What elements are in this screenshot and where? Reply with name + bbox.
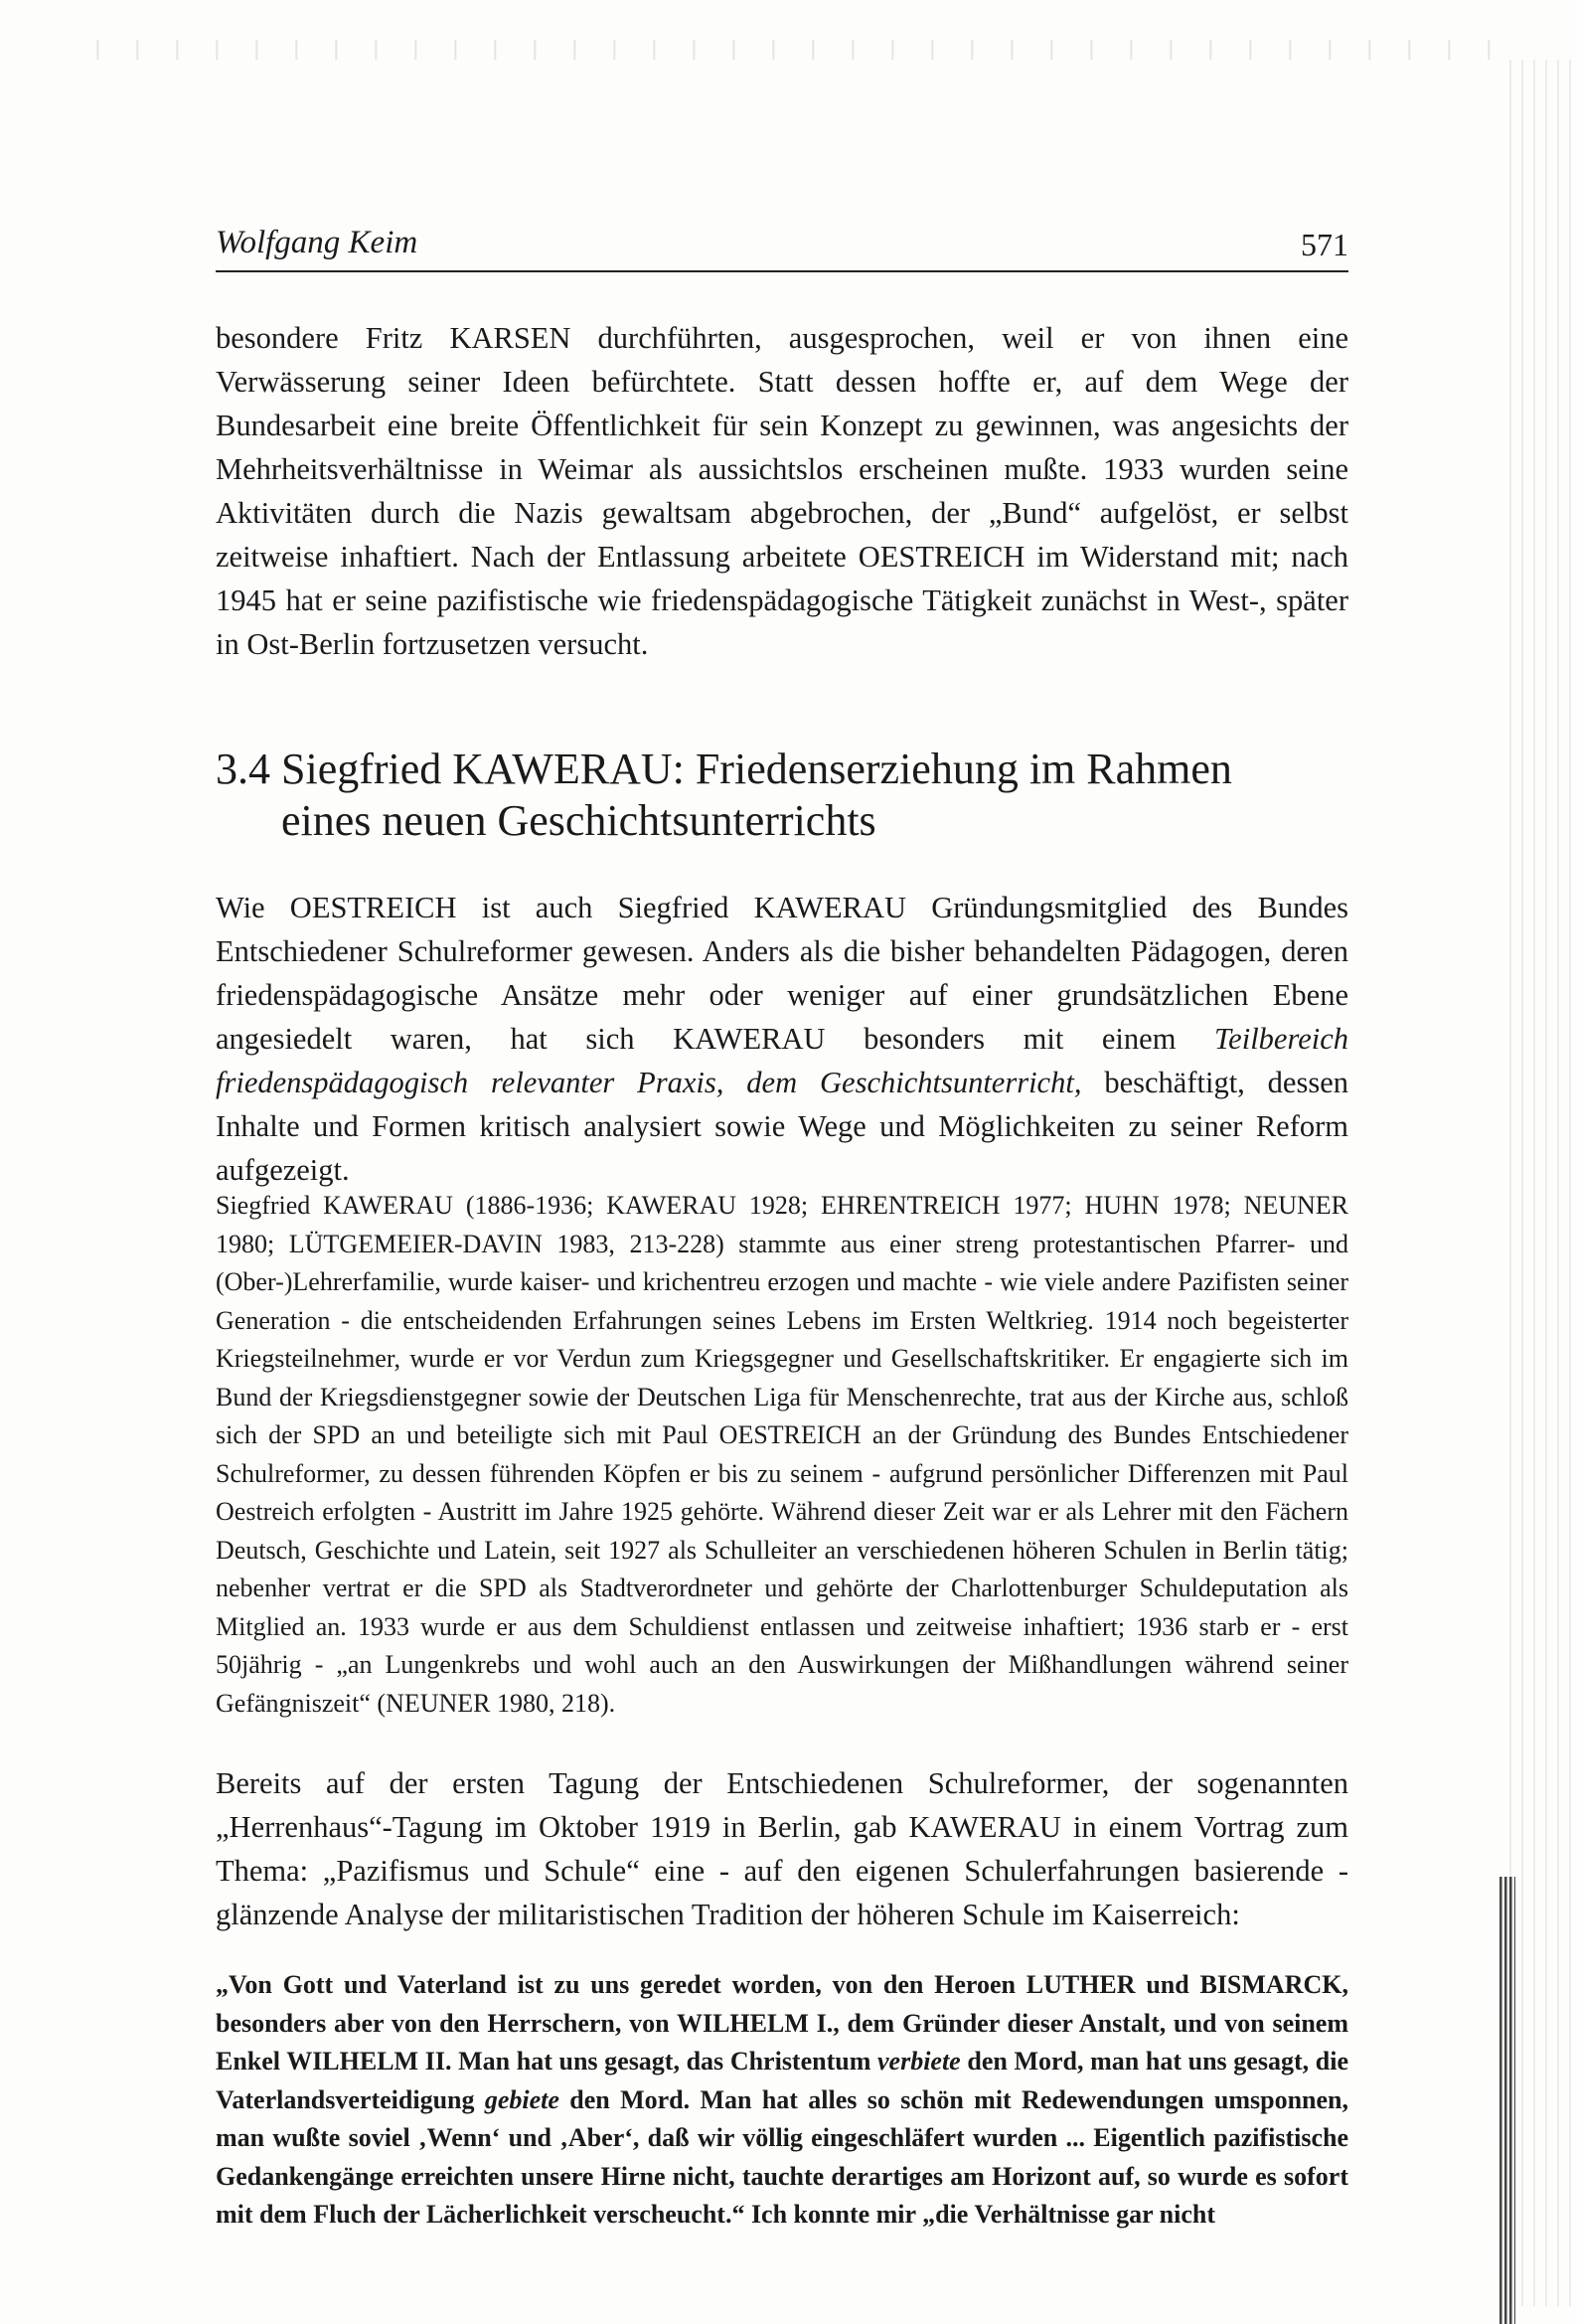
biography-block: Siegfried KAWERAU (1886-1936; KAWERAU 1928; EHRENTREICH 1977; HUHN 1978; NEUNER 1980; LÜTGEMEIER-DAVIN 1983, 213-228) stammte aus einer streng protestantischen Pfarrer- und (Ober-)Lehrerfamilie, wurde kaiser- und krichentreu erzogen und machte - wie viele andere Pazifisten seiner Generation - die entscheidenden Erfahrungen seines Lebens im Ersten Weltkrieg. 1914 noch begeisterter Kriegsteilnehmer, wurde er vor Verdun zum Kriegsgegner und Gesellschaftskritiker. Er engagierte sich im Bund der Kriegsdienstgegner sowie der Deutschen Liga für Menschenrechte, trat aus der Kirche aus, schloß sich der SPD an und beteiligte sich mit Paul OESTREICH an der Gründung des Bundes Entschiedener Schulreformer, zu dessen führenden Köpfen er bis zu seinem - aufgrund persönlicher Differenzen mit Paul Oestreich erfolgten - Austritt im Jahre 1925 gehörte. Während dieser Zeit war er als Lehrer mit den Fächern Deutsch, Geschichte und Latein, seit 1927 als Schulleiter an verschiedenen höheren Schulen in Berlin tätig; nebenher vertrat er die SPD als Stadtverordneter und gehörte der Charlottenburger Schuldeputation als Mitglied an. 1933 wurde er aus dem Schuldienst entlassen und zeitweise inhaftiert; 1936 starb er - erst 50jährig - „an Lungenkrebs und wohl auch an den Auswirkungen der Mißhandlungen während seiner Gefängniszeit“ (NEUNER 1980, 218).	[216, 1191, 1348, 1718]
scan-noise-top	[60, 40, 1491, 60]
quote-text-1: „Von Gott und Vaterland ist zu uns geredet worden, von den Heroen LUTHER und BISMARCK, besonders aber von den Herrschern, von WILHELM I., dem Gründer dieser Anstalt, und von seinem Enkel WILHELM II. Man hat uns gesagt, das Christentum	[216, 1970, 1348, 2075]
paragraph-intro-italic: Teilbereich friedenspädagogisch relevanter Praxis, dem Geschichtsunterricht,	[216, 1022, 1348, 1099]
section-title-line2: eines neuen Geschichtsunterrichts	[281, 796, 876, 845]
paragraph-conference: Bereits auf der ersten Tagung der Entschiedenen Schulreformer, der sogenannten „Herrenhaus“-Tagung im Oktober 1919 in Berlin, gab KAWERAU in einem Vortrag zum Thema: „Pazifismus und Schule“ eine - auf den eigenen Schulerfahrungen basierende - glänzende Analyse der militaristischen Tradition der höheren Schule im Kaiserreich:	[216, 1766, 1348, 1931]
scan-binding-shadow	[1499, 1877, 1515, 2324]
paragraph-continuation: besondere Fritz KARSEN durchführten, ausgesprochen, weil er von ihnen eine Verwässerung seiner Ideen befürchtete. Statt dessen hoffte er, auf dem Wege der Bundesarbeit eine breite Öffentlichkeit für sein Konzept zu gewinnen, was angesichts der Mehrheitsverhältnisse in Weimar als aussichtslos erscheinen mußte. 1933 wurden seine Aktivitäten durch die Nazis gewaltsam abgebrochen, der „Bund“ aufgelöst, er selbst zeitweise inhaftiert. Nach der Entlassung arbeitete OESTREICH im Widerstand mit; nach 1945 hat er seine pazifistische wie friedenspädagogische Tätigkeit zunächst in West-, später in Ost-Berlin fortzusetzen versucht.	[216, 321, 1348, 661]
paragraph-intro-text-end: beschäftigt, dessen Inhalte und Formen kritisch analysiert sowie Wege und Möglichkeiten zu seiner Reform aufgezeigt.	[216, 1066, 1348, 1187]
page-number: 571	[1301, 227, 1348, 262]
section-number: 3.4	[216, 745, 270, 793]
section-heading	[216, 744, 1348, 847]
paragraph-intro-text-start: Wie OESTREICH ist auch Siegfried KAWERAU Gründungsmitglied des Bundes Entschiedener Schulreformer gewesen. Anders als die bisher behandelten Pädagogen, deren friedenspädagogische Ansätze mehr oder weniger auf einer grundsätzlichen Ebene angesiedelt waren, hat sich KAWERAU besonders mit einem	[216, 891, 1348, 1056]
running-header	[216, 221, 1348, 272]
block-quote	[216, 1966, 1348, 2235]
quote-text-2: den Mord, man hat uns gesagt, die Vaterlandsverteidigung	[216, 2047, 1348, 2114]
quote-text-3: den Mord. Man hat alles so schön mit Redewendungen umsponnen, man wußte soviel ‚Wenn‘ und ‚Aber‘, daß wir völlig eingeschläfert wurden ... Eigentlich pazifistische Gedankengänge erreichten unsere Hirne nicht, tauchte derartiges am Horizont auf, so wurde es sofort mit dem Fluch der Lächerlichkeit verscheucht.“ Ich konnte mir „die Verhältnisse gar nicht	[216, 2084, 1348, 2229]
quote-italic-2: gebiete	[484, 2084, 559, 2114]
section-title-line1: Siegfried KAWERAU: Friedenserziehung im Rahmen	[281, 745, 1232, 793]
quote-italic-1: verbiete	[877, 2047, 961, 2075]
paragraph-intro	[216, 886, 1348, 1192]
header-author: Wolfgang Keim	[216, 225, 418, 260]
